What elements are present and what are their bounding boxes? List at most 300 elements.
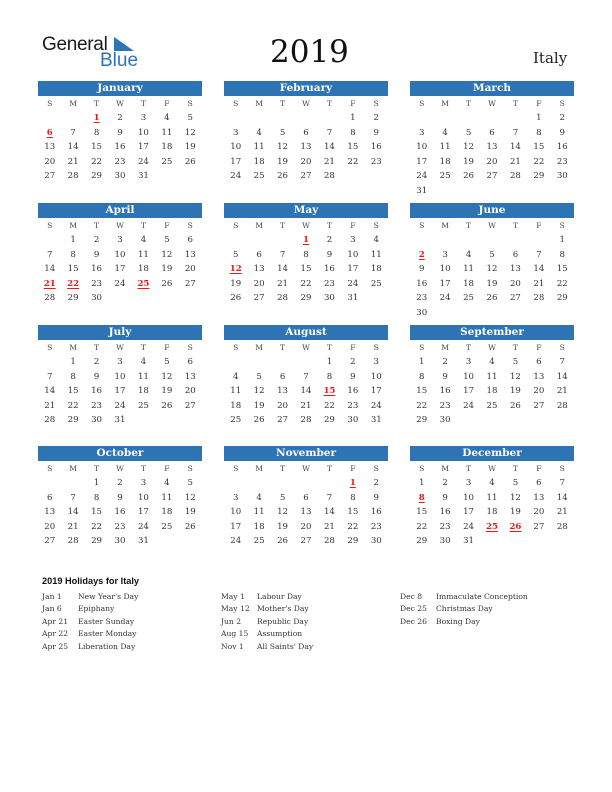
date-cell: 8 bbox=[350, 492, 356, 503]
date-cell: 2 bbox=[373, 478, 380, 488]
date-cell: 10 bbox=[347, 249, 359, 260]
weekday-label: T bbox=[94, 221, 100, 230]
date-cell: 31 bbox=[463, 536, 475, 547]
month-day-grid bbox=[38, 218, 202, 306]
date-cell: 13 bbox=[486, 142, 498, 153]
date-cell: 9 bbox=[373, 492, 380, 503]
month-december bbox=[410, 446, 574, 549]
date-cell: 20 bbox=[533, 507, 545, 518]
date-cell: 14 bbox=[67, 507, 79, 518]
date-cell: 11 bbox=[253, 142, 265, 153]
month-title: July bbox=[38, 325, 202, 340]
holiday-date-cell: 12 bbox=[229, 264, 242, 275]
weekday-label: S bbox=[373, 99, 379, 108]
empty-day-cell bbox=[410, 233, 433, 248]
date-cell: 3 bbox=[442, 249, 448, 260]
date-cell: 10 bbox=[439, 264, 451, 275]
holidays-column bbox=[221, 591, 313, 653]
date-cell: 23 bbox=[370, 156, 382, 167]
date-cell: 2 bbox=[559, 113, 566, 123]
empty-day-cell bbox=[38, 111, 61, 126]
date-cell: 17 bbox=[230, 521, 242, 532]
weekday-label: W bbox=[302, 221, 310, 230]
date-cell: 12 bbox=[184, 127, 196, 138]
month-day-grid bbox=[38, 340, 202, 428]
date-cell: 11 bbox=[137, 249, 149, 260]
weekday-label: M bbox=[69, 99, 78, 108]
date-cell: 2 bbox=[373, 113, 380, 123]
date-cell: 20 bbox=[277, 400, 289, 411]
empty-day-cell bbox=[294, 111, 317, 126]
date-cell: 15 bbox=[416, 507, 428, 518]
month-title: August bbox=[224, 325, 388, 340]
holiday-date: Jan 1 bbox=[42, 592, 62, 601]
date-cell: 3 bbox=[465, 478, 472, 488]
weekday-label: S bbox=[47, 464, 53, 473]
weekday-label: W bbox=[116, 221, 124, 230]
weekday-label: T bbox=[512, 464, 518, 473]
date-cell: 28 bbox=[323, 536, 335, 547]
date-cell: 24 bbox=[416, 171, 428, 182]
date-cell: 16 bbox=[91, 264, 103, 275]
date-cell: 14 bbox=[533, 264, 545, 275]
holiday-name: Liberation Day bbox=[78, 641, 136, 651]
date-cell: 19 bbox=[161, 386, 173, 397]
weekday-label: S bbox=[373, 343, 379, 352]
date-cell: 8 bbox=[93, 492, 100, 503]
empty-day-cell bbox=[294, 355, 317, 370]
empty-day-cell bbox=[504, 233, 527, 248]
date-cell: 13 bbox=[533, 492, 545, 503]
month-title: June bbox=[410, 203, 574, 218]
empty-day-cell bbox=[38, 476, 61, 491]
date-cell: 30 bbox=[370, 536, 382, 547]
weekday-label: S bbox=[47, 221, 53, 230]
date-cell: 28 bbox=[44, 415, 56, 426]
date-cell: 27 bbox=[300, 171, 312, 182]
date-cell: 30 bbox=[91, 293, 103, 304]
date-cell: 6 bbox=[187, 357, 194, 367]
weekday-label: S bbox=[419, 99, 425, 108]
date-cell: 10 bbox=[114, 371, 126, 382]
holiday-name: Mother's Day bbox=[257, 604, 309, 614]
month-title: December bbox=[410, 446, 574, 461]
date-cell: 22 bbox=[91, 156, 103, 167]
date-cell: 5 bbox=[512, 357, 519, 367]
date-cell: 3 bbox=[418, 127, 425, 138]
date-cell: 16 bbox=[416, 278, 428, 289]
date-cell: 29 bbox=[67, 415, 79, 426]
weekday-label: S bbox=[187, 221, 193, 230]
date-cell: 2 bbox=[117, 113, 123, 123]
date-cell: 8 bbox=[559, 249, 566, 260]
date-cell: 12 bbox=[463, 142, 475, 153]
date-cell: 6 bbox=[187, 235, 194, 245]
date-cell: 5 bbox=[512, 478, 519, 488]
date-cell: 2 bbox=[350, 357, 356, 367]
holiday-name: Labour Day bbox=[257, 592, 302, 601]
weekday-label: T bbox=[466, 221, 472, 230]
date-cell: 19 bbox=[161, 264, 173, 275]
date-cell: 24 bbox=[463, 521, 475, 532]
month-day-grid bbox=[410, 218, 574, 321]
date-cell: 23 bbox=[439, 400, 451, 411]
date-cell: 23 bbox=[556, 156, 568, 167]
date-cell: 26 bbox=[277, 536, 289, 547]
date-cell: 25 bbox=[439, 171, 451, 182]
date-cell: 25 bbox=[463, 293, 475, 304]
date-cell: 19 bbox=[277, 521, 289, 532]
date-cell: 21 bbox=[556, 386, 568, 397]
date-cell: 27 bbox=[44, 171, 56, 182]
date-cell: 15 bbox=[533, 142, 545, 153]
empty-day-cell bbox=[271, 111, 294, 126]
date-cell: 2 bbox=[117, 478, 123, 488]
date-cell: 27 bbox=[184, 400, 196, 411]
date-cell: 14 bbox=[509, 142, 521, 153]
weekday-label: S bbox=[233, 99, 239, 108]
holiday-date-cell: 6 bbox=[46, 127, 53, 138]
date-cell: 9 bbox=[93, 249, 100, 260]
weekday-label: S bbox=[419, 464, 425, 473]
holiday-entry bbox=[42, 628, 138, 640]
date-cell: 29 bbox=[91, 536, 103, 547]
date-cell: 24 bbox=[137, 521, 149, 532]
date-cell: 27 bbox=[533, 521, 545, 532]
date-cell: 14 bbox=[556, 371, 568, 382]
date-cell: 21 bbox=[44, 400, 56, 411]
date-cell: 17 bbox=[370, 386, 382, 397]
date-cell: 10 bbox=[463, 492, 475, 503]
holiday-entry bbox=[42, 641, 138, 653]
date-cell: 23 bbox=[91, 400, 103, 411]
date-cell: 15 bbox=[347, 142, 359, 153]
holiday-date-cell: 15 bbox=[323, 386, 336, 397]
date-cell: 5 bbox=[187, 113, 194, 123]
date-cell: 6 bbox=[512, 249, 519, 260]
date-cell: 26 bbox=[463, 171, 475, 182]
weekday-label: F bbox=[350, 464, 356, 473]
date-cell: 22 bbox=[416, 400, 428, 411]
date-cell: 26 bbox=[184, 521, 196, 532]
date-cell: 4 bbox=[489, 357, 495, 367]
weekday-label: M bbox=[441, 99, 450, 108]
date-cell: 16 bbox=[323, 264, 335, 275]
date-cell: 12 bbox=[161, 371, 173, 382]
date-cell: 1 bbox=[350, 113, 356, 123]
date-cell: 26 bbox=[253, 415, 265, 426]
weekday-label: W bbox=[116, 343, 124, 352]
date-cell: 6 bbox=[256, 249, 262, 260]
date-cell: 31 bbox=[137, 536, 149, 547]
weekday-label: S bbox=[233, 221, 239, 230]
date-cell: 2 bbox=[93, 235, 100, 245]
date-cell: 31 bbox=[137, 171, 149, 182]
holiday-date-cell: 25 bbox=[486, 521, 498, 532]
holiday-date: Apr 25 bbox=[42, 641, 69, 651]
date-cell: 23 bbox=[323, 278, 335, 289]
empty-day-cell bbox=[224, 476, 247, 491]
weekday-label: S bbox=[559, 99, 565, 108]
month-day-grid bbox=[224, 218, 388, 306]
date-cell: 29 bbox=[323, 415, 335, 426]
empty-day-cell bbox=[480, 233, 503, 248]
date-cell: 5 bbox=[279, 492, 286, 503]
date-cell: 10 bbox=[370, 371, 382, 382]
empty-day-cell bbox=[457, 111, 480, 126]
date-cell: 14 bbox=[556, 492, 568, 503]
date-cell: 5 bbox=[164, 235, 170, 245]
date-cell: 10 bbox=[416, 142, 428, 153]
date-cell: 7 bbox=[303, 371, 309, 382]
date-cell: 7 bbox=[512, 127, 519, 138]
date-cell: 14 bbox=[277, 264, 289, 275]
weekday-label: F bbox=[350, 99, 356, 108]
weekday-label: W bbox=[116, 99, 124, 108]
month-october bbox=[38, 446, 202, 549]
date-cell: 3 bbox=[140, 478, 147, 488]
date-cell: 16 bbox=[370, 142, 382, 153]
month-march bbox=[410, 81, 574, 199]
weekday-label: M bbox=[69, 221, 78, 230]
date-cell: 26 bbox=[277, 171, 289, 182]
date-cell: 26 bbox=[161, 278, 173, 289]
date-cell: 2 bbox=[442, 357, 448, 367]
holiday-date: Jan 6 bbox=[42, 604, 62, 614]
date-cell: 6 bbox=[489, 127, 495, 138]
month-day-grid bbox=[224, 340, 388, 428]
holiday-date-cell: 8 bbox=[418, 492, 425, 503]
date-cell: 28 bbox=[67, 536, 79, 547]
holiday-name: New Year's Day bbox=[78, 592, 139, 601]
holiday-date: Dec 25 bbox=[400, 604, 427, 614]
date-cell: 7 bbox=[46, 249, 53, 260]
month-day-grid bbox=[224, 461, 388, 549]
holiday-date-cell: 21 bbox=[43, 278, 56, 289]
month-july bbox=[38, 325, 202, 428]
date-cell: 25 bbox=[486, 400, 498, 411]
date-cell: 29 bbox=[416, 536, 428, 547]
weekday-label: M bbox=[255, 464, 264, 473]
date-cell: 4 bbox=[256, 127, 262, 138]
empty-day-cell bbox=[224, 111, 247, 126]
month-title: April bbox=[38, 203, 202, 218]
weekday-label: T bbox=[140, 343, 146, 352]
date-cell: 14 bbox=[300, 386, 312, 397]
date-cell: 5 bbox=[187, 478, 194, 488]
date-cell: 13 bbox=[300, 507, 312, 518]
date-cell: 27 bbox=[277, 415, 289, 426]
holiday-entry bbox=[221, 641, 313, 653]
holiday-date: Apr 22 bbox=[42, 629, 69, 639]
date-cell: 12 bbox=[253, 386, 265, 397]
weekday-label: S bbox=[233, 343, 239, 352]
empty-day-cell bbox=[247, 111, 270, 126]
date-cell: 1 bbox=[326, 357, 333, 367]
date-cell: 14 bbox=[323, 507, 335, 518]
date-cell: 8 bbox=[536, 127, 542, 138]
date-cell: 4 bbox=[140, 357, 147, 367]
date-cell: 13 bbox=[509, 264, 521, 275]
date-cell: 2 bbox=[442, 478, 448, 488]
date-cell: 21 bbox=[323, 521, 335, 532]
month-title: September bbox=[410, 325, 574, 340]
holiday-date-cell: 2 bbox=[418, 249, 425, 260]
holiday-date-cell: 1 bbox=[303, 235, 309, 245]
holiday-name: All Saints' Day bbox=[257, 641, 314, 651]
date-cell: 25 bbox=[161, 156, 173, 167]
holiday-name: Easter Monday bbox=[78, 629, 137, 639]
date-cell: 16 bbox=[114, 142, 126, 153]
date-cell: 26 bbox=[184, 156, 196, 167]
weekday-label: T bbox=[512, 221, 518, 230]
date-cell: 5 bbox=[232, 249, 239, 260]
weekday-label: S bbox=[47, 99, 53, 108]
date-cell: 23 bbox=[114, 521, 126, 532]
date-cell: 10 bbox=[230, 142, 242, 153]
date-cell: 30 bbox=[556, 171, 568, 182]
weekday-label: F bbox=[350, 221, 356, 230]
date-cell: 4 bbox=[373, 235, 380, 245]
date-cell: 31 bbox=[370, 415, 382, 426]
date-cell: 12 bbox=[509, 492, 521, 503]
date-cell: 20 bbox=[486, 156, 498, 167]
date-cell: 16 bbox=[439, 386, 451, 397]
weekday-label: M bbox=[69, 343, 78, 352]
date-cell: 23 bbox=[91, 278, 103, 289]
date-cell: 13 bbox=[253, 264, 265, 275]
date-cell: 16 bbox=[370, 507, 382, 518]
weekday-label: S bbox=[419, 221, 425, 230]
holiday-entry bbox=[400, 591, 528, 603]
date-cell: 15 bbox=[416, 386, 428, 397]
weekday-label: T bbox=[140, 99, 146, 108]
date-cell: 1 bbox=[418, 357, 425, 367]
date-cell: 16 bbox=[91, 386, 103, 397]
weekday-label: W bbox=[488, 221, 496, 230]
date-cell: 22 bbox=[91, 521, 103, 532]
weekday-label: F bbox=[164, 221, 170, 230]
empty-day-cell bbox=[480, 111, 503, 126]
weekday-label: S bbox=[559, 343, 565, 352]
date-cell: 13 bbox=[44, 142, 56, 153]
date-cell: 26 bbox=[486, 293, 498, 304]
date-cell: 1 bbox=[93, 478, 100, 488]
date-cell: 12 bbox=[277, 142, 289, 153]
holidays-column bbox=[400, 591, 528, 628]
weekday-label: T bbox=[512, 99, 518, 108]
date-cell: 18 bbox=[253, 521, 265, 532]
weekday-label: M bbox=[255, 343, 264, 352]
date-cell: 18 bbox=[439, 156, 451, 167]
date-cell: 8 bbox=[93, 127, 100, 138]
date-cell: 10 bbox=[230, 507, 242, 518]
weekday-label: F bbox=[536, 343, 542, 352]
empty-day-cell bbox=[271, 233, 294, 248]
date-cell: 28 bbox=[509, 171, 521, 182]
date-cell: 20 bbox=[184, 264, 196, 275]
holiday-date-cell: 26 bbox=[509, 521, 522, 532]
date-cell: 17 bbox=[114, 386, 126, 397]
date-cell: 20 bbox=[44, 521, 56, 532]
date-cell: 9 bbox=[559, 127, 566, 138]
weekday-label: T bbox=[512, 343, 518, 352]
weekday-label: W bbox=[488, 464, 496, 473]
weekday-label: S bbox=[187, 99, 193, 108]
date-cell: 29 bbox=[416, 415, 428, 426]
date-cell: 23 bbox=[114, 156, 126, 167]
date-cell: 11 bbox=[463, 264, 475, 275]
weekday-label: M bbox=[255, 221, 264, 230]
date-cell: 27 bbox=[44, 536, 56, 547]
date-cell: 9 bbox=[326, 249, 333, 260]
weekday-label: T bbox=[94, 464, 100, 473]
date-cell: 15 bbox=[556, 264, 568, 275]
weekday-label: F bbox=[164, 99, 170, 108]
date-cell: 7 bbox=[70, 492, 76, 503]
date-cell: 24 bbox=[370, 400, 382, 411]
holiday-date: Dec 8 bbox=[400, 592, 423, 601]
weekday-label: S bbox=[559, 464, 565, 473]
date-cell: 12 bbox=[161, 249, 173, 260]
date-cell: 10 bbox=[463, 371, 475, 382]
empty-day-cell bbox=[224, 355, 247, 370]
weekday-label: F bbox=[350, 343, 356, 352]
empty-day-cell bbox=[38, 355, 61, 370]
date-cell: 31 bbox=[114, 415, 126, 426]
date-cell: 29 bbox=[556, 293, 568, 304]
month-day-grid bbox=[410, 340, 574, 428]
date-cell: 17 bbox=[347, 264, 359, 275]
holiday-name: Christmas Day bbox=[436, 604, 493, 614]
weekday-label: F bbox=[164, 464, 170, 473]
date-cell: 17 bbox=[463, 386, 475, 397]
date-cell: 31 bbox=[347, 293, 359, 304]
date-cell: 18 bbox=[486, 386, 498, 397]
weekday-label: T bbox=[466, 343, 472, 352]
date-cell: 5 bbox=[489, 249, 495, 260]
date-cell: 8 bbox=[326, 371, 333, 382]
date-cell: 16 bbox=[114, 507, 126, 518]
date-cell: 4 bbox=[442, 127, 448, 138]
date-cell: 28 bbox=[533, 293, 545, 304]
date-cell: 24 bbox=[114, 278, 126, 289]
holiday-entry bbox=[42, 616, 138, 628]
date-cell: 3 bbox=[117, 357, 123, 367]
date-cell: 7 bbox=[279, 249, 286, 260]
month-january bbox=[38, 81, 202, 184]
date-cell: 21 bbox=[277, 278, 289, 289]
date-cell: 25 bbox=[253, 536, 265, 547]
date-cell: 27 bbox=[253, 293, 265, 304]
date-cell: 6 bbox=[536, 357, 542, 367]
holiday-entry bbox=[42, 591, 138, 603]
date-cell: 14 bbox=[44, 264, 56, 275]
holiday-date: Aug 15 bbox=[221, 629, 249, 639]
month-title: November bbox=[224, 446, 388, 461]
date-cell: 14 bbox=[44, 386, 56, 397]
date-cell: 13 bbox=[44, 507, 56, 518]
date-cell: 6 bbox=[536, 478, 542, 488]
holiday-entry bbox=[221, 628, 313, 640]
holidays-title: 2019 Holidays for Italy bbox=[42, 576, 140, 586]
date-cell: 8 bbox=[350, 127, 356, 138]
date-cell: 22 bbox=[347, 521, 359, 532]
month-february bbox=[224, 81, 388, 184]
date-cell: 11 bbox=[230, 386, 242, 397]
date-cell: 18 bbox=[161, 142, 173, 153]
date-cell: 3 bbox=[232, 492, 239, 503]
